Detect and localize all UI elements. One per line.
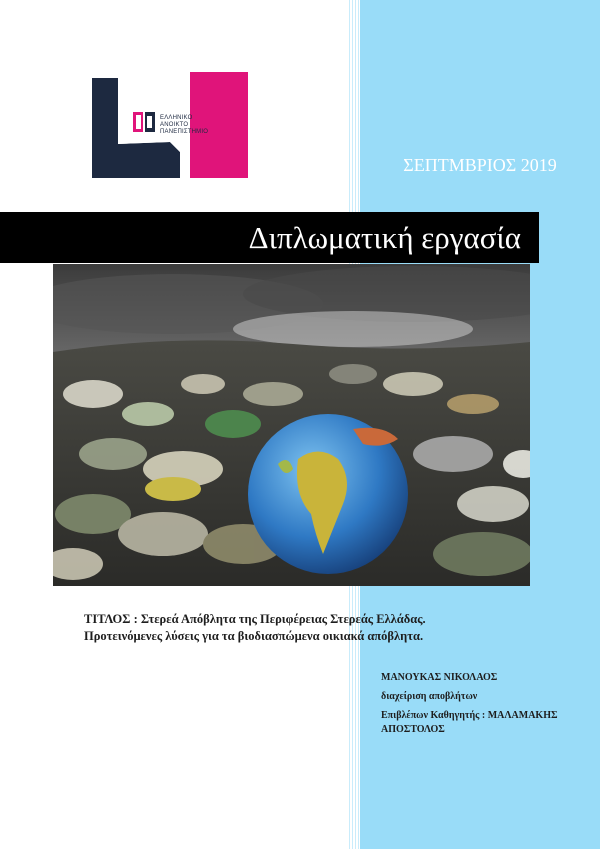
- author-name: ΜΑΝΟΥΚΑΣ ΝΙΚΟΛΑΟΣ: [381, 672, 498, 683]
- document-title: Διπλωματική εργασία: [248, 220, 521, 255]
- title-banner: [0, 212, 539, 263]
- thesis-title-line-1: ΤΙΤΛΟΣ : Στερεά Απόβλητα της Περιφέρειας Στερεάς Ελλάδας.: [84, 612, 426, 626]
- field-of-study: διαχείριση αποβλήτων: [381, 691, 478, 702]
- thesis-title-line-2: Προτεινόμενες λύσεις για τα βιοδιασπώμενα οικιακά απόβλητα.: [84, 629, 424, 643]
- supervisor-line-2: ΑΠΟΣΤΟΛΟΣ: [381, 724, 445, 735]
- cover-photo: [53, 264, 530, 586]
- logo-text: ΕΛΛΗΝΙΚΟ ΑΝΟΙΚΤΟ ΠΑΝΕΠΙΣΤΗΜΙΟ: [160, 115, 209, 135]
- date-label: ΣΕΠΤΜΒΡΙΟΣ 2019: [403, 155, 557, 175]
- supervisor-line-1: Επιβλέπων Καθηγητής : ΜΑΛΑΜΑΚΗΣ: [381, 710, 558, 721]
- university-logo: [92, 72, 248, 178]
- globe-on-garbage-photo-icon: [53, 264, 530, 586]
- thesis-title: [84, 611, 524, 645]
- author-block: [381, 671, 596, 742]
